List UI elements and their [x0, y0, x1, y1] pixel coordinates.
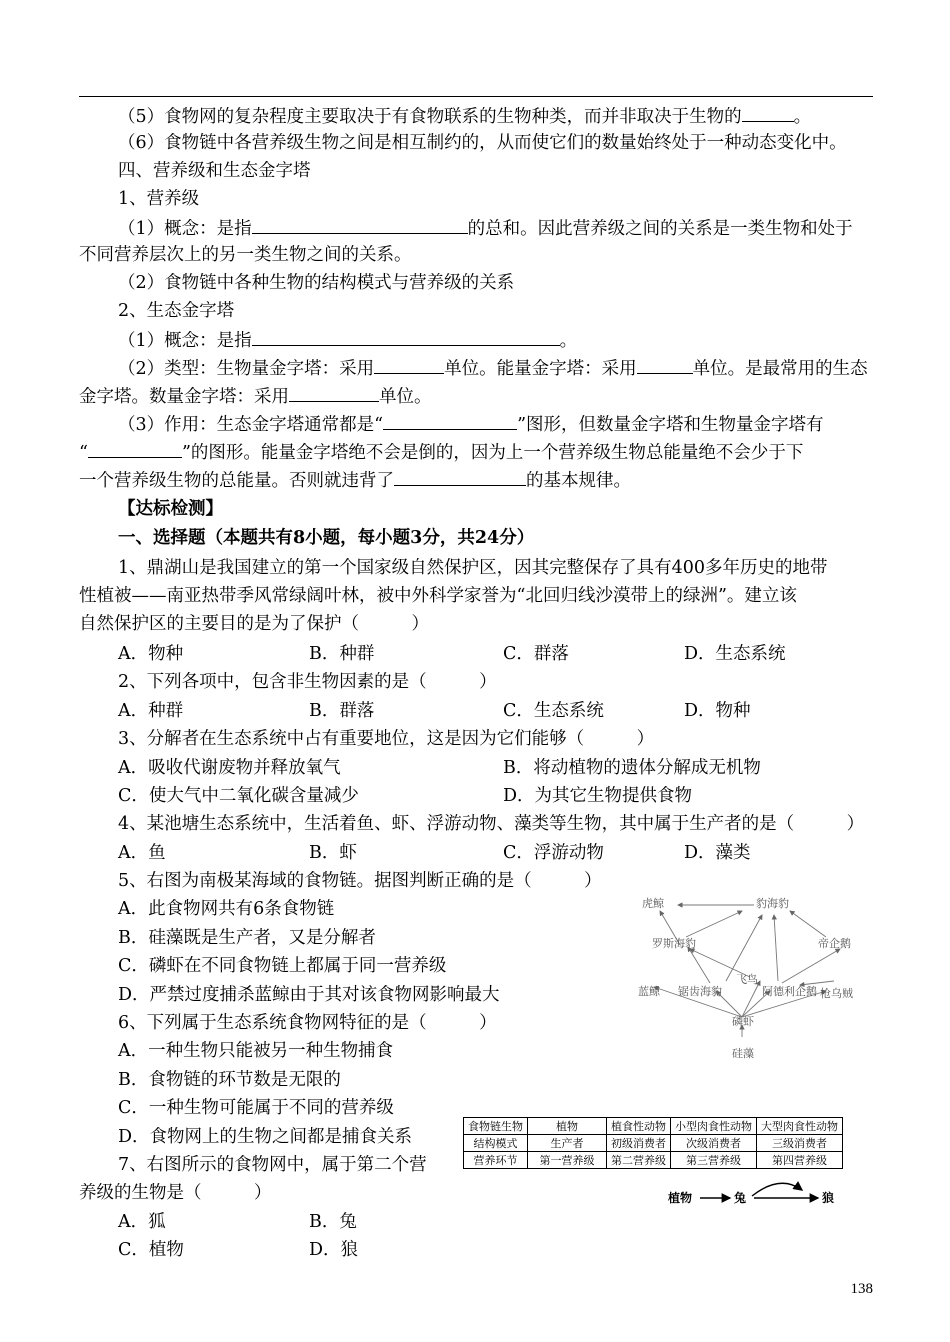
table-cell: 食物链生物 [464, 1118, 528, 1135]
question-1-cont: 性植被——南亚热带季风常绿阔叶林，被中外科学家誉为“北回归线沙漠带上的绿洲”。建立该 [79, 586, 797, 606]
option: D．为其它生物提供食物 [503, 786, 693, 806]
table-row [464, 1152, 843, 1169]
table-cell: 植物 [528, 1118, 607, 1135]
foodweb-node: 飞鸟 [736, 973, 758, 986]
option: A．此食物网共有6条食物链 [118, 899, 335, 919]
question-1: 1、鼎湖山是我国建立的第一个国家级自然保护区，因其完整保存了具有400多年历史的地带 [118, 558, 828, 578]
table-row [464, 1135, 843, 1152]
option: C．磷虾在不同食物链上都属于同一营养级 [118, 956, 447, 976]
option: A．物种 [118, 644, 184, 664]
option: C．群落 [503, 644, 569, 664]
chain-node: 植物 [668, 1191, 693, 1205]
table-cell: 第四营养级 [757, 1152, 843, 1169]
subsection-heading: 1、营养级 [118, 189, 200, 209]
option: B．硅藻既是生产者，又是分解者 [118, 928, 376, 948]
foodweb-node: 硅藻 [732, 1047, 754, 1060]
option: B．种群 [309, 644, 375, 664]
foodweb-node: 阿德利企鹅 [762, 985, 817, 998]
question-1-cont: 自然保护区的主要目的是为了保护（ ） [79, 614, 429, 634]
option: B．虾 [309, 843, 357, 863]
foodweb-node: 蓝鲸 [638, 985, 660, 998]
option: B．群落 [309, 701, 375, 721]
option: C．植物 [118, 1240, 184, 1260]
option: D．严禁过度捕杀蓝鲸由于其对该食物网影响最大 [118, 985, 500, 1005]
option: A．吸收代谢废物并释放氧气 [118, 758, 341, 778]
table-cell: 植食性动物 [607, 1118, 671, 1135]
option: D．狼 [309, 1240, 359, 1260]
foodweb-node: 帝企鹅 [818, 937, 851, 950]
question-6: 6、下列属于生态系统食物网特征的是（ ） [118, 1013, 497, 1033]
question-7: 7、右图所示的食物网中，属于第二个营 [118, 1155, 427, 1175]
text-line: “ ”的图形。能量金字塔绝不会是倒的，因为上一个营养级生物总能量绝不会少于下 [79, 440, 803, 464]
text-line: （6）食物链中各营养级生物之间是相互制约的，从而使它们的数量始终处于一种动态变化中。 [118, 133, 847, 153]
food-chain-diagram [668, 1170, 878, 1210]
header-rule [79, 96, 873, 97]
option: A．鱼 [118, 843, 166, 863]
foodweb-node: 枪乌贼 [820, 987, 853, 1000]
section-heading: 四、营养级和生态金字塔 [118, 161, 311, 181]
option: A．狐 [118, 1212, 166, 1232]
option: C．一种生物可能属于不同的营养级 [118, 1098, 394, 1118]
foodweb-node: 罗斯海豹 [652, 937, 696, 950]
table-cell: 小型肉食性动物 [671, 1118, 757, 1135]
chain-node: 狼 [822, 1191, 835, 1205]
option: B．将动植物的遗体分解成无机物 [503, 758, 761, 778]
table-cell: 初级消费者 [607, 1135, 671, 1152]
text-line: （3）作用：生态金字塔通常都是“ ”图形，但数量金字塔和生物量金字塔有 [118, 412, 824, 436]
question-2: 2、下列各项中，包含非生物因素的是（ ） [118, 672, 497, 692]
text-line: （2）类型：生物量金字塔：采用 单位。能量金字塔：采用 单位。是最常用的生态 [118, 356, 868, 380]
part-heading: 一、选择题（本题共有8小题，每小题3分，共24分） [118, 528, 535, 548]
option: C．使大气中二氧化碳含量减少 [118, 786, 359, 806]
text-line: 一个营养级生物的总能量。否则就违背了 的基本规律。 [79, 468, 631, 492]
table-cell: 营养环节 [464, 1152, 528, 1169]
question-7-cont: 养级的生物是（ ） [79, 1183, 272, 1203]
text-line: （5）食物网的复杂程度主要取决于有食物联系的生物种类，而并非取决于生物的 。 [118, 104, 811, 128]
foodweb-node: 豹海豹 [756, 897, 789, 910]
table-cell: 三级消费者 [757, 1135, 843, 1152]
option: B．食物链的环节数是无限的 [118, 1070, 341, 1090]
food-web-diagram [630, 885, 870, 1065]
question-4: 4、某池塘生态系统中，生活着鱼、虾、浮游动物、藻类等生物，其中属于生产者的是（ ） [118, 814, 865, 834]
option: D．物种 [684, 701, 751, 721]
table-cell: 生产者 [528, 1135, 607, 1152]
option: C．生态系统 [503, 701, 604, 721]
foodweb-node: 锯齿海豹 [678, 985, 722, 998]
option: A．一种生物只能被另一种生物捕食 [118, 1041, 394, 1061]
option: C．浮游动物 [503, 843, 604, 863]
text-line: （2）食物链中各种生物的结构模式与营养级的关系 [118, 273, 515, 293]
foodweb-node: 虎鲸 [642, 897, 664, 910]
test-heading: 【达标检测】 [118, 499, 223, 519]
table-cell: 大型肉食性动物 [757, 1118, 843, 1135]
text-line: （1）概念：是指 。 [118, 328, 577, 352]
option: D．食物网上的生物之间都是捕食关系 [118, 1127, 413, 1147]
option: B．兔 [309, 1212, 357, 1232]
option: D．生态系统 [684, 644, 786, 664]
table-cell: 第一营养级 [528, 1152, 607, 1169]
table-row [464, 1118, 843, 1135]
table-cell: 第二营养级 [607, 1152, 671, 1169]
text-line: 不同营养层次上的另一类生物之间的关系。 [79, 245, 412, 265]
table-cell: 次级消费者 [671, 1135, 757, 1152]
table-cell: 结构模式 [464, 1135, 528, 1152]
chain-node: 兔 [734, 1191, 747, 1205]
question-3: 3、分解者在生态系统中占有重要地位，这是因为它们能够（ ） [118, 729, 655, 749]
foodweb-node: 磷虾 [732, 1015, 754, 1028]
subsection-heading: 2、生态金字塔 [118, 301, 235, 321]
text-line: （1）概念：是指 的总和。因此营养级之间的关系是一类生物和处于 [118, 216, 853, 240]
option: D．藻类 [684, 843, 751, 863]
trophic-level-table [463, 1117, 843, 1169]
table-cell: 第三营养级 [671, 1152, 757, 1169]
text-line: 金字塔。数量金字塔：采用 单位。 [79, 384, 432, 408]
question-5: 5、右图为南极某海域的食物链。据图判断正确的是（ ） [118, 871, 602, 891]
option: A．种群 [118, 701, 184, 721]
page-number: 138 [850, 1281, 873, 1297]
